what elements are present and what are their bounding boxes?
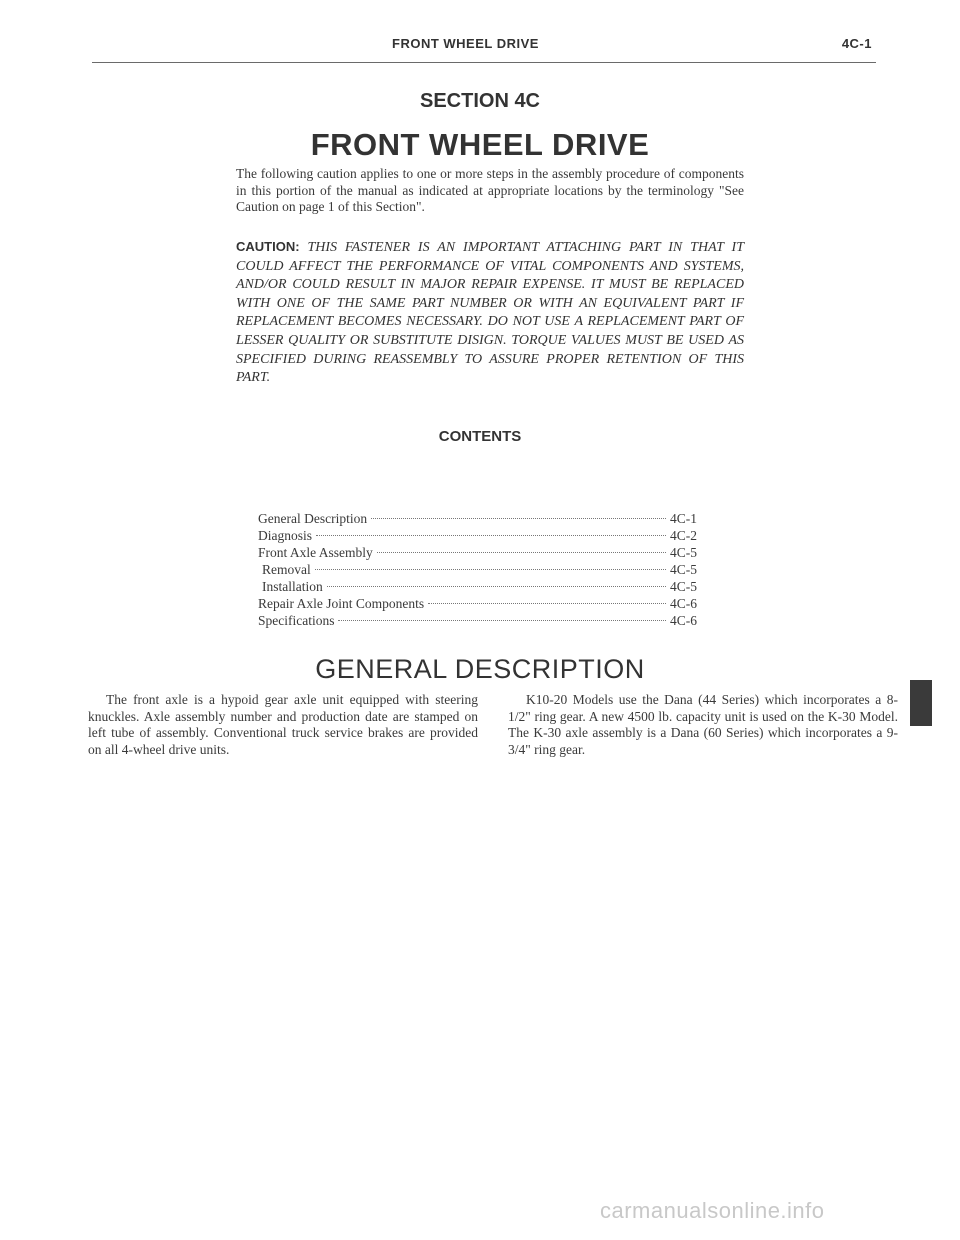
- toc-row-repair-axle-joint-components[interactable]: [258, 595, 714, 612]
- toc-label: Repair Axle Joint Components: [258, 596, 425, 611]
- general-description-left-paragraph: The front axle is a hypoid gear axle unit equipped with steering knuckles. Axle assembly number and production date are stamped on left tube of assembly. Conventional truck service brakes are provided on all 4-wheel drive units.: [88, 692, 478, 757]
- toc-label: Front Axle Assembly: [258, 545, 373, 560]
- running-title: FRONT WHEEL DRIVE: [392, 36, 539, 51]
- toc-page: 4C-1: [670, 511, 697, 526]
- toc-row-removal[interactable]: [258, 561, 714, 578]
- toc-row-specifications[interactable]: [258, 612, 714, 629]
- toc-leader: [371, 518, 666, 519]
- table-of-contents: [258, 510, 714, 629]
- toc-label: Installation: [262, 579, 323, 594]
- toc-leader: [377, 552, 666, 553]
- toc-leader: [315, 569, 666, 570]
- caution-text: THIS FASTENER IS AN IMPORTANT ATTACHING PART IN THAT IT COULD AFFECT THE PERFORMANCE OF VITAL COMPONENTS AND SYSTEMS, AND/OR COULD RESULT IN MAJOR REPAIR EXPENSE. IT MUST BE REPLACED WITH ONE OF THE SAME PART NUMBER OR WITH AN EQUIVALENT PART IF REPLACEMENT BECOMES NECESSARY. DO NOT USE A REPLACEMENT PART OF LESSER QUALITY OR SUBSTITUTE DISIGN. TORQUE VALUES MUST BE USED AS SPECIFIED DURING REASSEMBLY TO ASSURE PROPER RETENTION OF THIS PART.: [236, 240, 744, 386]
- toc-leader: [327, 586, 666, 587]
- intro-paragraph: The following caution applies to one or more steps in the assembly procedure of components in this portion of the manual as indicated at appropriate locations by the terminology "See Caution on page 1 of this Section".: [236, 166, 744, 214]
- toc-row-installation[interactable]: [258, 578, 714, 595]
- toc-leader: [316, 535, 666, 536]
- general-description-heading: GENERAL DESCRIPTION: [315, 654, 645, 684]
- toc-label: General Description: [258, 511, 368, 526]
- toc-label: Specifications: [258, 613, 335, 628]
- section-title: FRONT WHEEL DRIVE: [310, 127, 650, 162]
- toc-page: 4C-5: [670, 579, 697, 594]
- caution-label: CAUTION:: [236, 239, 300, 254]
- toc-leader: [338, 620, 666, 621]
- general-description-right-paragraph: K10-20 Models use the Dana (44 Series) which incorporates a 8-1/2" ring gear. A new 4500 lb. capacity unit is used on the K-30 Model. The K-30 axle assembly is a Dana (60 Series) which incorporates a 9-3/4" ring gear.: [508, 692, 898, 757]
- toc-page: 4C-5: [670, 545, 697, 560]
- toc-page: 4C-6: [670, 596, 697, 611]
- toc-label: Removal: [262, 562, 311, 577]
- toc-row-diagnosis[interactable]: [258, 527, 714, 544]
- toc-leader: [428, 603, 666, 604]
- toc-page: 4C-6: [670, 613, 697, 628]
- caution-block: [236, 238, 744, 388]
- toc-row-general-description[interactable]: [258, 510, 714, 527]
- header-rule: [92, 62, 876, 63]
- toc-label: Diagnosis: [258, 528, 312, 543]
- toc-page: 4C-5: [670, 562, 697, 577]
- section-thumb-tab: [910, 680, 932, 726]
- toc-page: 4C-2: [670, 528, 697, 543]
- toc-row-front-axle-assembly[interactable]: [258, 544, 714, 561]
- page-number: 4C-1: [841, 36, 872, 51]
- contents-title: CONTENTS: [438, 428, 522, 445]
- watermark: carmanualsonline.info: [600, 1198, 825, 1223]
- running-header: [92, 36, 876, 56]
- section-label: SECTION 4C: [419, 90, 541, 112]
